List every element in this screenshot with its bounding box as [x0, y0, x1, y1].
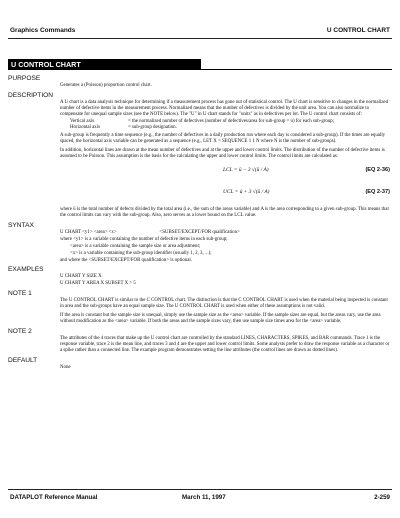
page-title: U CONTROL CHART — [8, 59, 201, 70]
syntax-heading: SYNTAX — [8, 221, 34, 229]
example-line: U CHART Y AREA X SUBSET X > 5 — [60, 281, 136, 287]
description-paragraph-4: where ū is the total number of defects divided by the total area (i.e., the sum of the areas variable) and A is the area corresponding to a given sub-group. This means that the control limits can vary with the sub-group. Also, zero serves as a lower bound on the LCL value. — [60, 207, 389, 218]
description-heading: DESCRIPTION — [8, 91, 54, 99]
note1-paragraph-1: The U CONTROL CHART is similar to the C CONTROL chart. The distinction is that the C CONTROL CHART is used when the material being inspected is constant in area and the sub-groups have an equal sample size. The U CONTROL CHART is used when either of these assumptions is not valid. — [60, 298, 388, 310]
equation-ucl-expression: UCL = ū + 3 √(ū / A) — [223, 189, 270, 196]
footer-date: March 11, 1997 — [182, 494, 226, 501]
equation-ucl — [8, 185, 390, 207]
examples-heading: EXAMPLES — [8, 266, 44, 274]
axis-row-value: = the normalized number of defectives (number of defectives/area for sub-group = u) for each sub-group; — [128, 118, 335, 124]
axis-row-key: Horizontal axis — [70, 124, 101, 130]
note2-heading: NOTE 2 — [8, 327, 32, 335]
syntax-where-3: <x> is a variable containing the sub-group identifier (usually 1, 2, 3, ...); — [70, 250, 212, 256]
axis-row — [70, 125, 390, 131]
axis-row-key: Vertical axis — [70, 118, 95, 124]
equation-ucl-number: (EQ 2-37) — [365, 189, 390, 196]
header-chapter-title: U CONTROL CHART — [326, 27, 390, 34]
equation-lcl-number: (EQ 2-36) — [365, 167, 390, 174]
default-heading: DEFAULT — [8, 356, 38, 364]
description-paragraph-3: In addition, horizontal lines are drawn at the mean number of defectives and at the upper and lower control limits. The distribution of the number of defective items is assumed to be Poisson. This assumption is the basis for the calculating the upper and lower control limits. The control limits are calculated as: — [60, 148, 385, 160]
footer-manual-title: DATAPLOT Reference Manual — [10, 494, 98, 501]
syntax-where-4: and where the <SUBSET/EXCEPT/FOR qualification> is optional. — [60, 257, 192, 263]
equation-lcl — [8, 163, 390, 185]
syntax-where-1: where <y1> is a variable containing the number of defective items in each sub-group; — [60, 236, 228, 242]
description-paragraph-1: A U chart is a data analysis technique for determining if a measurement process has gone out of statistical control. The U chart is sensitive to changes in the normalized number of defective items in the measurement process. Normalized means that the number of defectives is divided by the unit area. You can also normalize to compensate for unequal sample sizes (see the NOTE below). The "U" in U chart stands for "units" as in defectives per lot. The U control chart consists of: — [60, 99, 389, 117]
syntax-where-2: <area> is a variable containing the sample size or area adjustment; — [70, 243, 201, 249]
description-paragraph-2: A sub-group is frequently a time sequence (e.g., the number of defectives in a daily production run where each day is considered a sub-group). If the times are equally spaced, the horizontal axis variable can be generated as a sequence (e.g., LET X = SEQUENCE 1 1 N where N is the number of sub-groups). — [60, 133, 386, 145]
note1-heading: NOTE 1 — [8, 290, 32, 298]
note2-paragraph-1: The attributes of the 4 traces that make up the U control chart are controlled by the standard LINES, CHARACTERS, SPIKES, and BAR commands. Trace 1 is the response variable, trace 2 is the mean line, and traces 3 and 4 are the upper and lower control limits. Some analysts prefer to draw the response variable as a character or a spike rather than a connected line. The example program demonstrates setting the line attributes (the control lines are drawn as dotted lines). — [60, 335, 390, 353]
header-rule — [8, 38, 392, 39]
document-body — [8, 73, 390, 373]
purpose-text: Generates a (Poisson) proportion control chart. — [60, 83, 152, 88]
header-section-title: Graphics Commands — [10, 27, 76, 34]
title-rule — [8, 69, 392, 70]
note1-paragraph-2: If the area is constant but the sample size is unequal, simply use the sample size as the <area> variable. If the sample sizes are equal, but the areas vary, use the area without modification as the <area> variable. If both the areas and the sample sizes vary, then use sample size times area for the <area> variable. — [60, 313, 381, 324]
syntax-line: U CHART <y1> <area> <x> <SUBSET/EXCEPT/FOR qualification> — [60, 229, 240, 235]
example-line: U CHART Y SIZE X — [60, 274, 102, 280]
footer-rule — [8, 489, 392, 490]
default-text: None — [60, 364, 71, 370]
axis-row-value: = sub-group designation. — [128, 124, 177, 130]
purpose-heading: PURPOSE — [8, 75, 41, 82]
equation-lcl-expression: LCL = ū − 3 √(ū / A) — [223, 167, 269, 174]
axis-definition-list — [8, 119, 390, 131]
footer-page-number: 2-259 — [374, 494, 390, 501]
page-header — [10, 27, 390, 37]
